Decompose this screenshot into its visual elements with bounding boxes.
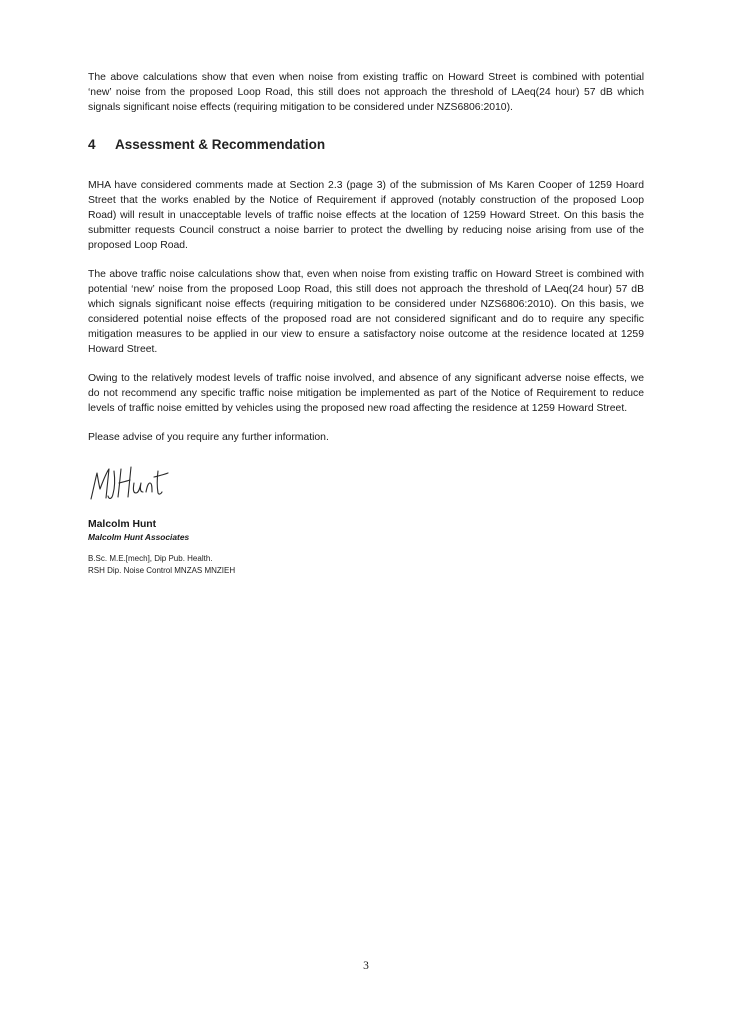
qualifications (88, 553, 644, 577)
closing-paragraph: Please advise of you require any further information. (88, 432, 329, 443)
page-content (88, 70, 644, 577)
signatory-company: Malcolm Hunt Associates (88, 532, 190, 542)
section-title: Assessment & Recommendation (115, 137, 326, 152)
qualification-line: B.Sc. M.E.[mech], Dip Pub. Health. (88, 554, 213, 563)
intro-paragraph: The above calculations show that even when noise from existing traffic on Howard Street is combined with potential ‘new’ noise from the proposed Loop Road, this still does not approach the threshold of LAeq(24 hour) 57 dB which signals significant noise effects (requiring mitigation to be considered under NZS6806:2010). (88, 72, 644, 113)
body-paragraph: MHA have considered comments made at Section 2.3 (page 3) of the submission of Ms Karen Cooper of 1259 Hoard Street that the works enabled by the Notice of Requirement if approved (notably construction of the proposed Loop Road) will result in unacceptable levels of traffic noise effects at the location of 1259 Howard Street. On this basis the submitter requests Council construct a noise barrier to protect the dwelling by reducing noise arising from use of the proposed Loop Road. (88, 180, 644, 251)
handwritten-signature (88, 461, 178, 505)
page-number: 3 (363, 960, 369, 972)
body-paragraph: The above traffic noise calculations show that, even when noise from existing traffic on Howard Street is combined with potential ‘new’ noise from the proposed Loop Road, this still does not approach the threshold of LAeq(24 hour) 57 dB which signals significant noise effects (requiring mitigation to be considered under NZS6806:2010). On this basis, we considered potential noise effects of the proposed road are not considered significant and do to require any specific mitigation measures to be applied in our view to ensure a satisfactory noise outcome at the residence located at 1259 Howard Street. (88, 269, 644, 355)
section-number: 4 (88, 137, 96, 152)
qualification-line: RSH Dip. Noise Control MNZAS MNZIEH (88, 566, 236, 575)
section-heading (88, 137, 644, 152)
signatory-name: Malcolm Hunt (88, 519, 157, 530)
body-paragraph: Owing to the relatively modest levels of traffic noise involved, and absence of any significant adverse noise effects, we do not recommend any specific traffic noise mitigation be implemented as part of the Notice of Requirement to reduce levels of traffic noise emitted by vehicles using the proposed new road affecting the residence at 1259 Howard Street. (88, 373, 644, 414)
